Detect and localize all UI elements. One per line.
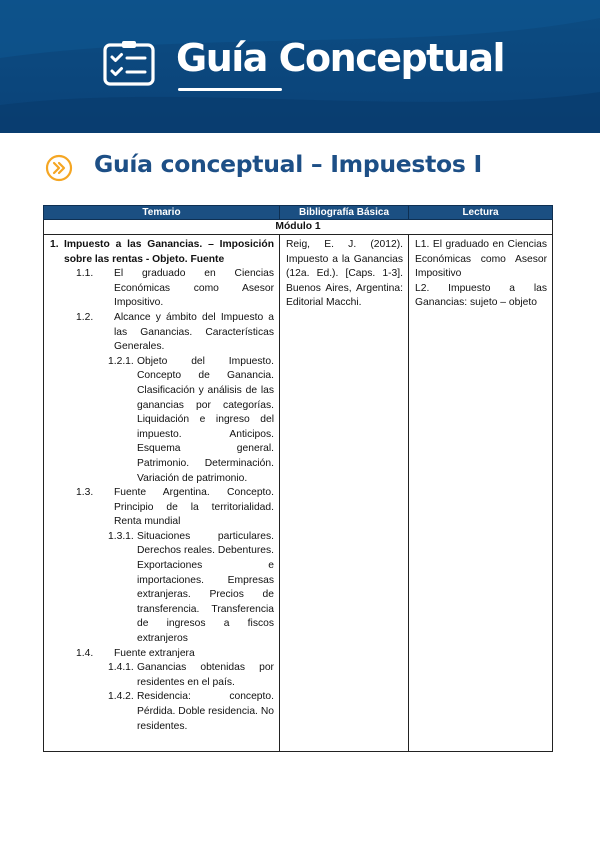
lectura-cell bbox=[409, 235, 553, 752]
item-number: 1.4. bbox=[76, 647, 94, 659]
item-number: 1.2.1. bbox=[108, 355, 134, 367]
header-banner bbox=[0, 0, 600, 133]
item-number: 1.4.2. bbox=[108, 691, 134, 703]
lectura-item: L2. Impuesto a las Ganancias: sujeto – objeto bbox=[415, 282, 547, 309]
item-number: 1.3.1. bbox=[108, 530, 134, 542]
temario-subitem bbox=[50, 530, 274, 647]
module-row bbox=[44, 220, 553, 235]
module-label: Módulo 1 bbox=[44, 220, 553, 235]
item-text: El graduado en Ciencias Económicas como Asesor Impositivo. bbox=[114, 268, 274, 309]
header-temario: Temario bbox=[44, 206, 280, 220]
banner-title: Guía Conceptual bbox=[176, 36, 505, 80]
item-text: Ganancias obtenidas por residentes en el país. bbox=[137, 662, 274, 688]
item-text: Situaciones particulares. Derechos reales. Debentures. Exportaciones e importaciones. Empresas extranjeras. Precios de transferencia. Transferencia de ingresos a fiscos extranjeros bbox=[137, 530, 274, 645]
item-text: Fuente extranjera bbox=[114, 647, 195, 659]
content-row bbox=[44, 235, 553, 752]
temario-subitem bbox=[50, 355, 274, 486]
item-text: Alcance y ámbito del Impuesto a las Ganancias. Características Generales. bbox=[114, 311, 274, 353]
bibliografia-cell bbox=[280, 235, 409, 752]
banner-underline bbox=[178, 88, 282, 91]
item-number: 1.2. bbox=[76, 311, 94, 323]
table-header-row bbox=[44, 206, 553, 220]
header-bibliografia: Bibliografía Básica bbox=[280, 206, 409, 220]
topic-item bbox=[50, 238, 274, 267]
syllabus-table bbox=[43, 205, 553, 752]
temario-cell bbox=[44, 235, 280, 752]
checklist-icon bbox=[103, 40, 155, 86]
temario-item bbox=[50, 267, 274, 311]
bibliography-text: Reig, E. J. (2012). Impuesto a la Ganancias (12a. Ed.). [Caps. 1-3]. Buenos Aires, Argentina: Editorial Macchi. bbox=[286, 239, 403, 309]
topic-number: 1. bbox=[50, 239, 59, 250]
double-chevron-circle-icon bbox=[45, 154, 73, 182]
page-heading: Guía conceptual – Impuestos I bbox=[94, 150, 482, 178]
temario-subitem bbox=[50, 690, 274, 734]
item-text: Residencia: concepto. Pérdida. Doble residencia. No residentes. bbox=[137, 691, 274, 732]
lectura-item: L1. El graduado en Ciencias Económicas como Asesor Impositivo bbox=[415, 239, 547, 280]
item-number: 1.3. bbox=[76, 487, 94, 499]
temario-subitem bbox=[50, 661, 274, 690]
header-lectura: Lectura bbox=[409, 206, 553, 220]
item-number: 1.4.1. bbox=[108, 662, 134, 674]
item-text: Fuente Argentina. Concepto. Principio de la territorialidad. Renta mundial bbox=[114, 487, 274, 528]
topic-text: Impuesto a las Ganancias. – Imposición sobre las rentas - Objeto. Fuente bbox=[64, 239, 274, 265]
item-text: Objeto del Impuesto. Concepto de Ganancia. Clasificación y análisis de las ganancias por categorías. Liquidación e ingreso del impuesto. Anticipos. Esquema general. Patrimonio. Determinación. Variación de patrimonio. bbox=[137, 355, 274, 484]
item-number: 1.1. bbox=[76, 268, 94, 280]
temario-item bbox=[50, 311, 274, 355]
temario-item bbox=[50, 486, 274, 530]
temario-item bbox=[50, 647, 274, 662]
